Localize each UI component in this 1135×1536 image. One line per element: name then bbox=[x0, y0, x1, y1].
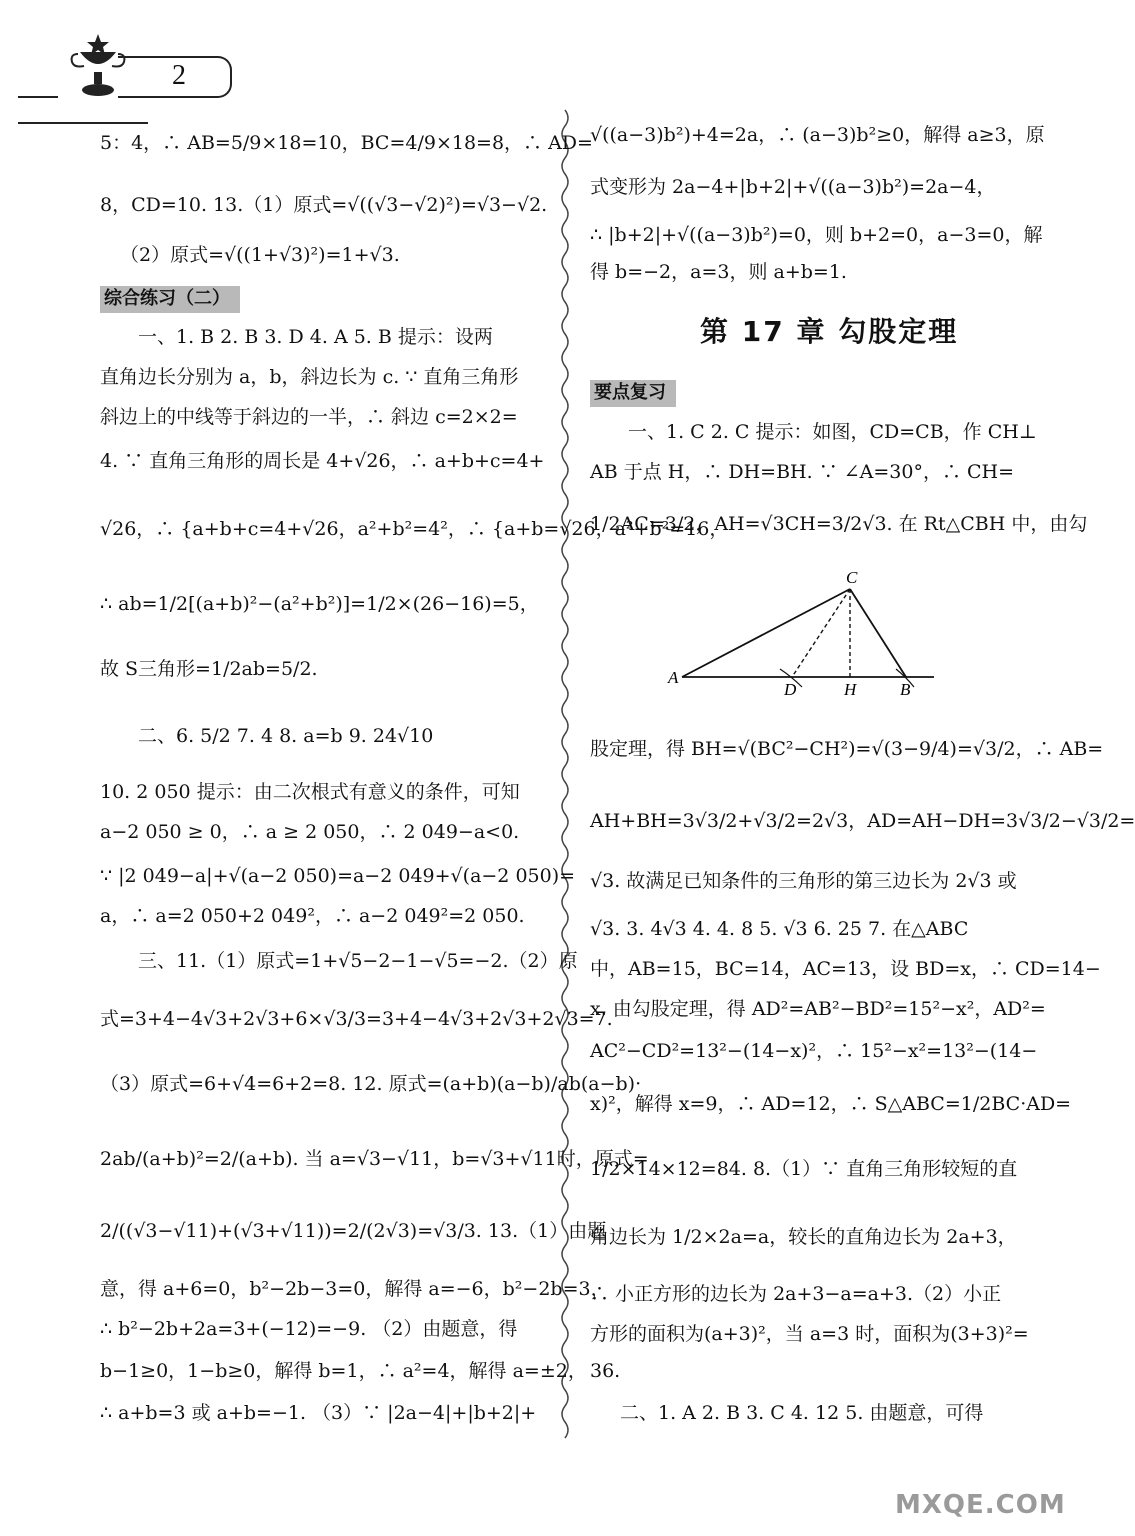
text-line: √3. 故满足已知条件的三角形的第三边长为 2√3 或 bbox=[590, 870, 1017, 892]
text-line: √26，∴ {a+b+c=4+√26，a²+b²=4²，∴ {a+b=√26，a²+b²=16， bbox=[100, 518, 729, 540]
text-line: 三、11.（1）原式=1+√5−2−1−√5=−2.（2）原 bbox=[138, 950, 578, 972]
label-a: A bbox=[668, 668, 679, 687]
text-line: 方形的面积为(a+3)²，当 a=3 时，面积为(3+3)²= bbox=[590, 1323, 1029, 1345]
text-line: a，∴ a=2 050+2 049²，∴ a−2 049²=2 050. bbox=[100, 905, 525, 927]
text-line: AC²−CD²=13²−(14−x)²，∴ 15²−x²=13²−(14− bbox=[590, 1040, 1038, 1062]
text-line: 故 S三角形=1/2ab=5/2. bbox=[100, 658, 318, 680]
text-line: x. 由勾股定理，得 AD²=AB²−BD²=15²−x²，AD²= bbox=[590, 998, 1046, 1020]
header-rule-bottom bbox=[18, 122, 148, 124]
text-line: ∵ |2 049−a|+√(a−2 050)=a−2 049+√(a−2 050)= bbox=[100, 865, 576, 887]
side-ac bbox=[682, 589, 850, 677]
watermark: MXQE.COM bbox=[895, 1490, 1066, 1520]
chapter-title: 第 17 章 勾股定理 bbox=[700, 315, 959, 348]
text-line: 10. 2 050 提示：由二次根式有意义的条件，可知 bbox=[100, 781, 520, 803]
text-line: （2）原式=√((1+√3)²)=1+√3. bbox=[120, 244, 400, 266]
text-line: ∴ ab=1/2[(a+b)²−(a²+b²)]=1/2×(26−16)=5， bbox=[100, 593, 539, 615]
label-h: H bbox=[844, 680, 857, 699]
text-line: 直角边长分别为 a，b，斜边长为 c. ∵ 直角三角形 bbox=[100, 366, 519, 388]
section-title: 综合练习（二） bbox=[100, 286, 240, 313]
header-rule-left bbox=[18, 96, 58, 98]
text-line: 一、1. C 2. C 提示：如图，CD=CB，作 CH⊥ bbox=[628, 421, 1037, 443]
text-line: 1/2AC=3/2，AH=√3CH=3/2√3. 在 Rt△CBH 中，由勾 bbox=[590, 513, 1088, 535]
text-line: 5：4，∴ AB=5/9×18=10，BC=4/9×18=8，∴ AD= bbox=[100, 132, 593, 154]
label-c: C bbox=[846, 568, 858, 587]
triangle-figure bbox=[668, 565, 948, 705]
text-line: ∴ 小正方形的边长为 2a+3−a=a+3.（2）小正 bbox=[590, 1283, 1002, 1305]
segment-cd bbox=[792, 589, 850, 677]
text-line: 意，得 a+6=0，b²−2b−3=0，解得 a=−6，b²−2b=3， bbox=[100, 1278, 610, 1300]
text-line: 式=3+4−4√3+2√3+6×√3/3=3+4−4√3+2√3+2√3=7. bbox=[100, 1008, 613, 1030]
text-line: 角边长为 1/2×2a=a，较长的直角边长为 2a+3， bbox=[590, 1226, 1017, 1248]
text-line: ∴ a+b=3 或 a+b=−1. （3）∵ |2a−4|+|b+2|+ bbox=[100, 1402, 537, 1424]
text-line: 二、6. 5/2 7. 4 8. a=b 9. 24√10 bbox=[138, 725, 434, 747]
text-line: AB 于点 H，∴ DH=BH. ∵ ∠A=30°，∴ CH= bbox=[590, 461, 1015, 483]
text-line: 得 b=−2，a=3，则 a+b=1. bbox=[590, 261, 847, 283]
text-line: √3. 3. 4√3 4. 4. 8 5. √3 6. 25 7. 在△ABC bbox=[590, 918, 969, 940]
side-cb bbox=[850, 589, 906, 677]
page-number-box bbox=[118, 56, 232, 98]
text-line: 二、1. A 2. B 3. C 4. 12 5. 由题意，可得 bbox=[620, 1402, 984, 1424]
page-header bbox=[18, 30, 228, 110]
text-line: 中，AB=15，BC=14，AC=13，设 BD=x，∴ CD=14− bbox=[590, 958, 1101, 980]
page-number: 2 bbox=[172, 60, 186, 91]
text-line: AH+BH=3√3/2+√3/2=2√3，AD=AH−DH=3√3/2−√3/2= bbox=[590, 810, 1135, 832]
text-line: 股定理，得 BH=√(BC²−CH²)=√(3−9/4)=√3/2，∴ AB= bbox=[590, 738, 1104, 760]
text-line: √((a−3)b²)+4=2a，∴ (a−3)b²≥0，解得 a≥3，原 bbox=[590, 124, 1045, 146]
text-line: 8，CD=10. 13.（1）原式=√((√3−√2)²)=√3−√2. bbox=[100, 194, 548, 216]
text-line: a−2 050 ≥ 0，∴ a ≥ 2 050，∴ 2 049−a<0. bbox=[100, 821, 520, 843]
text-line: 2/((√3−√11)+(√3+√11))=2/(2√3)=√3/3. 13.（1）由题 bbox=[100, 1220, 607, 1242]
text-line: ∴ b²−2b+2a=3+(−12)=−9. （2）由题意，得 bbox=[100, 1318, 518, 1340]
text-line: 4. ∵ 直角三角形的周长是 4+√26，∴ a+b+c=4+ bbox=[100, 450, 545, 472]
text-line: 斜边上的中线等于斜边的一半，∴ 斜边 c=2×2= bbox=[100, 406, 518, 428]
text-line: ∴ |b+2|+√((a−3)b²)=0，则 b+2=0，a−3=0，解 bbox=[590, 224, 1043, 246]
label-d: D bbox=[784, 680, 797, 699]
label-b: B bbox=[900, 680, 911, 699]
text-line: 式变形为 2a−4+|b+2|+√((a−3)b²)=2a−4， bbox=[590, 176, 996, 198]
section-title: 要点复习 bbox=[590, 380, 676, 407]
text-line: 1/2×14×12=84. 8.（1）∵ 直角三角形较短的直 bbox=[590, 1158, 1018, 1180]
text-line: 一、1. B 2. B 3. D 4. A 5. B 提示：设两 bbox=[138, 326, 493, 348]
text-line: 2ab/(a+b)²=2/(a+b). 当 a=√3−√11，b=√3+√11时，原式= bbox=[100, 1148, 649, 1170]
text-line: x)²，解得 x=9，∴ AD=12，∴ S△ABC=1/2BC·AD= bbox=[590, 1093, 1072, 1115]
text-line: （3）原式=6+√4=6+2=8. 12. 原式=(a+b)(a−b)/ab(a−b)· bbox=[100, 1073, 642, 1095]
text-line: 36. bbox=[590, 1360, 621, 1382]
text-line: b−1≥0，1−b≥0，解得 b=1，∴ a²=4，解得 a=±2， bbox=[100, 1360, 587, 1382]
